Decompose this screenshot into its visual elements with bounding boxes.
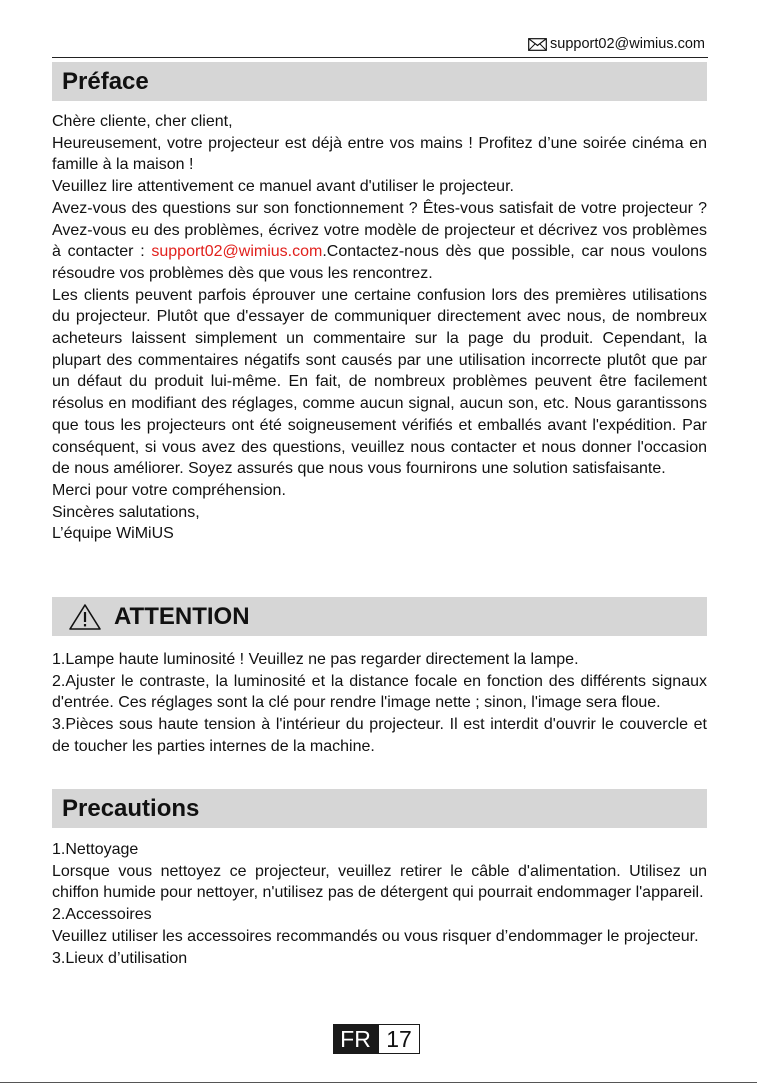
header-email: [528, 36, 705, 52]
preface-paragraph: Heureusement, votre projecteur est déjà entre vos mains ! Profitez d’une soirée cinéma en famille à la maison !: [52, 134, 707, 174]
attention-item: 3.Pièces sous haute tension à l'intérieur du projecteur. Il est interdit d'ouvrir le couvercle et de toucher les parties internes de la machine.: [52, 716, 707, 755]
attention-heading-bar: [52, 597, 707, 636]
preface-title: Préface: [62, 67, 149, 95]
attention-body: [52, 649, 707, 758]
attention-title: ATTENTION: [114, 602, 250, 630]
support-email-link[interactable]: support02@wimius.com: [151, 243, 323, 261]
precautions-title: Precautions: [62, 794, 200, 822]
preface-signature: L’équipe WiMiUS: [52, 525, 174, 543]
page-number: 17: [378, 1024, 420, 1054]
attention-item: 1.Lampe haute luminosité ! Veuillez ne pas regarder directement la lampe.: [52, 651, 579, 668]
page-footer: [333, 1024, 420, 1054]
preface-greeting: Chère cliente, cher client,: [52, 113, 233, 130]
preface-contact-text: Avez-vous des questions sur son fonctionnement ? Êtes-vous satisfait de votre projecteur ? Avez-vous eu des problèmes, écrivez votre modèle de projecteur et décrivez vos problèmes à contacter :: [52, 199, 707, 261]
precaution-heading: 2.Accessoires: [52, 906, 152, 924]
preface-body: [52, 111, 707, 545]
precaution-text: Lorsque vous nettoyez ce projecteur, veuillez retirer le câble d'alimentation. Utilisez un chiffon humide pour nettoyer, n'utilisez pas de détergent qui pourrait endommager l'appareil.: [52, 862, 707, 902]
preface-regards: Sincères salutations,: [52, 503, 200, 521]
page-bottom-edge: [0, 1082, 757, 1083]
preface-contact-text-end: .Contactez-nous dès que possible, car nous voulons résoudre vos problèmes dès que vous les rencontrez.: [52, 243, 707, 282]
preface-contact-paragraph: [52, 198, 707, 285]
precaution-text: Veuillez utiliser les accessoires recommandés ou vous risquer d’endommager le projecteur.: [52, 927, 699, 945]
precaution-heading: 1.Nettoyage: [52, 841, 139, 858]
precautions-body: [52, 839, 707, 969]
warning-triangle-icon: [68, 603, 102, 631]
header-email-text: support02@wimius.com: [550, 36, 705, 52]
attention-item: 2.Ajuster le contraste, la luminosité et la distance focale en fonction des différents signaux d'entrée. Ces réglages sont la clé pour rendre l'image nette ; sinon, l'image sera floue.: [52, 672, 707, 712]
preface-paragraph: Les clients peuvent parfois éprouver une certaine confusion lors des premières utilisations du projecteur. Plutôt que d'essayer de communiquer directement avec nous, de nombreux acheteurs laissent simplement un commentaire sur la page du produit. Cependant, la plupart des commentaires négatifs sont causés par une utilisation incorrecte plutôt que par un défaut du produit lui-même. En fait, de nombreux problèmes peuvent être facilement résolus en modifiant des réglages, comme aucun signal, aucun son, etc. Nous garantissons que tous les projecteurs ont été soigneusement vérifiés et emballés avant l'expédition. Par conséquent, si vous avez des questions, veuillez nous contacter et nous donner l'occasion de nous améliorer. Soyez assurés que nous vous fournirons une solution satisfaisante.: [52, 286, 707, 478]
precaution-heading: 3.Lieux d’utilisation: [52, 949, 188, 967]
preface-paragraph: Veuillez lire attentivement ce manuel avant d'utiliser le projecteur.: [52, 178, 514, 196]
preface-heading-bar: [52, 62, 707, 101]
language-badge: FR: [333, 1024, 378, 1054]
envelope-icon: [528, 38, 547, 51]
header-divider: [52, 57, 708, 58]
preface-thanks: Merci pour votre compréhension.: [52, 481, 286, 499]
precautions-heading-bar: [52, 789, 707, 828]
